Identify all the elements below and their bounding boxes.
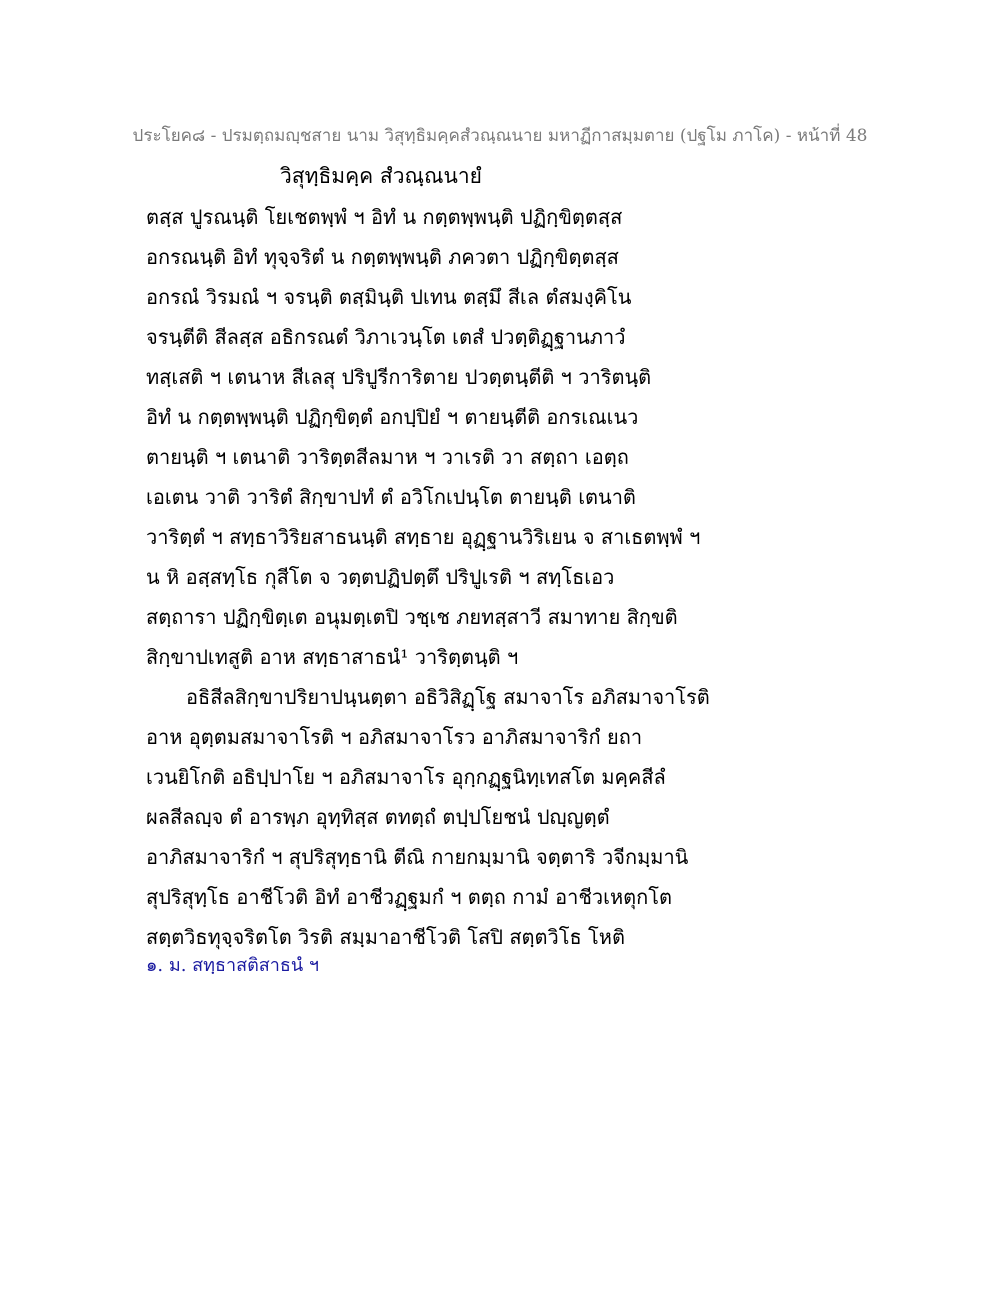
text-line: สตฺถารา ปฏิกฺขิตฺเต อนุมตฺเตปิ วชฺเช ภยทสฺสาวี สมาทาย สิกฺขติ bbox=[146, 605, 678, 629]
text-line: วาริตฺตํ ฯ สทฺธาวิริยสาธนนฺติ สทฺธาย อุฏฺฐานวิริเยน จ สาเธตพฺพํ ฯ bbox=[146, 525, 701, 549]
text-line: ตสฺส ปูรณนฺติ โยเชตพฺพํ ฯ อิทํ น กตฺตพฺพนฺติ ปฏิกฺขิตฺตสฺส bbox=[146, 205, 623, 229]
text-line: สตฺตวิธทุจฺจริตโต วิรติ สมฺมาอาชีโวติ โสปิ สตฺตวิโธ โหติ bbox=[146, 925, 625, 949]
text-line: อาห อุตฺตมสมาจาโรติ ฯ อภิสมาจาโรว อาภิสมาจาริกํ ยถา bbox=[146, 725, 643, 749]
text-line: น หิ อสฺสทฺโธ กุสีโต จ วตฺตปฏิปตฺตึ ปริปูเรติ ฯ สทฺโธเอว bbox=[146, 565, 615, 589]
running-header: ประโยค๘ - ปรมตฺถมญฺชสาย นาม วิสุทฺธิมคฺคสํวณฺณนาย มหาฏีกาสมฺมตาย (ปฐโม ภาโค) - หน้าที่ 48 bbox=[132, 126, 868, 146]
text-line: สุปริสุทฺโธ อาชีโวติ อิทํ อาชีวฏฺฐมกํ ฯ ตตฺถ กามํ อาชีวเหตุกโต bbox=[146, 885, 672, 909]
text-line: อาภิสมาจาริกํ ฯ สุปริสุทฺธานิ ตีณิ กายกมฺมานิ จตฺตาริ วจีกมฺมานิ bbox=[146, 845, 689, 869]
text-line: อกรณนฺติ อิทํ ทุจฺจริตํ น กตฺตพฺพนฺติ ภควตา ปฏิกฺขิตฺตสฺส bbox=[146, 245, 619, 269]
section-title: วิสุทฺธิมคฺค สํวณฺณนายํ bbox=[280, 164, 482, 188]
text-line: ผลสีลญฺจ ตํ อารพฺภ อุทฺทิสฺส ตทตฺถํ ตปฺปโยชนํ ปญฺญตฺตํ bbox=[146, 805, 610, 829]
text-line: จรนฺตีติ สีลสฺส อธิกรณตํ วิภาเวนฺโต เตสํ ปวตฺติฏฺฐานภาวํ bbox=[146, 325, 626, 349]
text-line: อิทํ น กตฺตพฺพนฺติ ปฏิกฺขิตฺตํ อกปฺปิยํ ฯ ตายนฺตีติ อกรเณเนว bbox=[146, 405, 639, 429]
footnote: ๑. ม. สทฺธาสติสาธนํ ฯ bbox=[146, 955, 320, 976]
text-line: สิกฺขาปเทสูติ อาห สทฺธาสาธนํ¹ วาริตฺตนฺติ ฯ bbox=[146, 645, 519, 669]
text-line: อกรณํ วิรมณํ ฯ จรนฺติ ตสฺมินฺติ ปเทน ตสฺมึ สีเล ตํสมงฺคิโน bbox=[146, 285, 632, 309]
text-line: เอเตน วาติ วาริตํ สิกฺขาปทํ ตํ อวิโกเปนฺโต ตายนฺติ เตนาติ bbox=[146, 485, 636, 509]
text-line: ตายนฺติ ฯ เตนาติ วาริตฺตสีลมาห ฯ วาเรติ วา สตฺถา เอตฺถ bbox=[146, 445, 629, 469]
paragraph-first-line: อธิสีลสิกฺขาปริยาปนฺนตฺตา อธิวิสิฏฺโฐ สมาจาโร อภิสมาจาโรติ bbox=[186, 685, 710, 709]
body-text bbox=[146, 200, 710, 960]
text-line: เวนยิโกติ อธิปฺปาโย ฯ อภิสมาจาโร อุกฺกฏฺฐนิทฺเทสโต มคฺคสีลํ bbox=[146, 765, 666, 789]
text-line: ทสฺเสติ ฯ เตนาห สีเลสุ ปริปูรีการิตาย ปวตฺตนฺตีติ ฯ วาริตนฺติ bbox=[146, 365, 652, 389]
